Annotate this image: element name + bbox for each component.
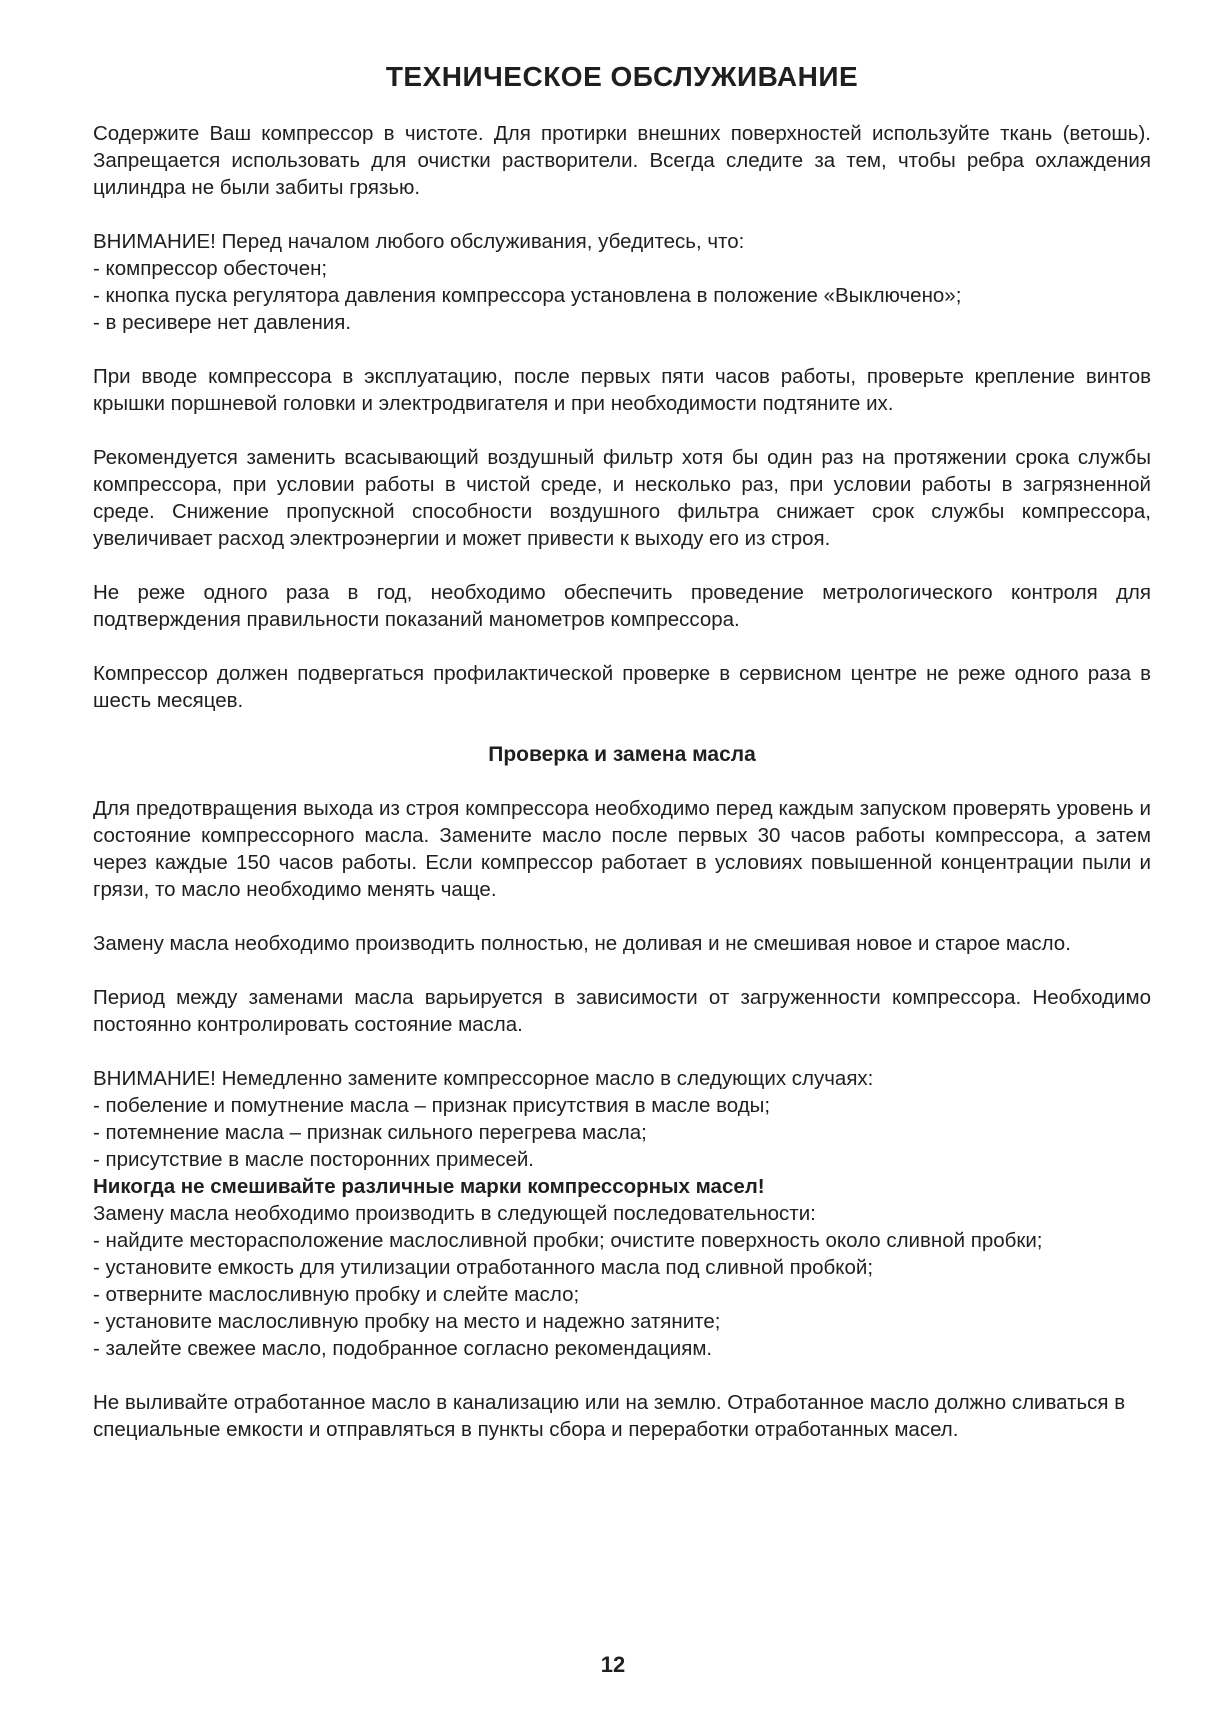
warning-before-service xyxy=(93,228,1151,336)
paragraph-first-hours: При вводе компрессора в эксплуатацию, после первых пяти часов работы, проверьте крепление винтов крышки поршневой головки и электродвигателя и при необходимости подтяните их. xyxy=(93,365,1151,415)
sequence-step: - залейте свежее масло, подобранное согласно рекомендациям. xyxy=(93,1337,713,1360)
paragraph-air-filter: Рекомендуется заменить всасывающий воздушный фильтр хотя бы один раз на протяжении срока службы компрессора, при условии работы в чистой среде, и несколько раз, при условии работы в загрязненной среде. Снижение пропускной способности воздушного фильтра снижает срок службы компрессора, увеличивает расход электроэнергии и может привести к выходу его из строя. xyxy=(93,446,1151,550)
paragraph-service-check: Компрессор должен подвергаться профилактической проверке в сервисном центре не реже одного раза в шесть месяцев. xyxy=(93,662,1151,712)
sequence-step: - установите маслосливную пробку на место и надежно затяните; xyxy=(93,1310,721,1333)
page-title: ТЕХНИЧЕСКОЕ ОБСЛУЖИВАНИЕ xyxy=(385,61,859,92)
warning-item: - в ресивере нет давления. xyxy=(93,311,352,334)
paragraph-oil-disposal: Не выливайте отработанное масло в канализацию или на землю. Отработанное масло должно сливаться в специальные емкости и отправляться в пункты сбора и переработки отработанных масел. xyxy=(93,1391,1126,1441)
sequence-step: - найдите месторасположение маслосливной пробки; очистите поверхность около сливной пробки; xyxy=(93,1229,1043,1252)
warning-item: - побеление и помутнение масла – признак присутствия в масле воды; xyxy=(93,1094,771,1117)
warning-item: - потемнение масла – признак сильного перегрева масла; xyxy=(93,1121,647,1144)
paragraph-cleaning: Содержите Ваш компрессор в чистоте. Для протирки внешних поверхностей используйте ткань (ветошь). Запрещается использовать для очистки растворители. Всегда следите за тем, чтобы ребра охлаждения цилиндра не были забиты грязью. xyxy=(93,122,1151,199)
section-subheading: Проверка и замена масла xyxy=(488,743,756,766)
bold-warning-note: Никогда не смешивайте различные марки компрессорных масел! xyxy=(93,1175,765,1198)
paragraph-oil-full-change: Замену масла необходимо производить полностью, не доливая и не смешивая новое и старое масло. xyxy=(93,932,1071,955)
paragraph-oil-interval: Период между заменами масла варьируется в зависимости от загруженности компрессора. Необходимо постоянно контролировать состояние масла. xyxy=(93,986,1151,1036)
warning-heading: ВНИМАНИЕ! Перед началом любого обслуживания, убедитесь, что: xyxy=(93,230,745,253)
document-page xyxy=(93,58,1151,1470)
warning-oil-change xyxy=(93,1065,1151,1362)
sequence-intro: Замену масла необходимо производить в следующей последовательности: xyxy=(93,1202,816,1225)
paragraph-oil-check: Для предотвращения выхода из строя компрессора необходимо перед каждым запуском проверять уровень и состояние компрессорного масла. Замените масло после первых 30 часов работы компрессора, а затем через каждые 150 часов работы. Если компрессор работает в условиях повышенной концентрации пыли и грязи, то масло необходимо менять чаще. xyxy=(93,797,1151,901)
sequence-step: - установите емкость для утилизации отработанного масла под сливной пробкой; xyxy=(93,1256,874,1279)
warning-item: - присутствие в масле посторонних примесей. xyxy=(93,1148,535,1171)
warning-item: - кнопка пуска регулятора давления компрессора установлена в положение «Выключено»; xyxy=(93,284,962,307)
sequence-step: - отверните маслосливную пробку и слейте масло; xyxy=(93,1283,580,1306)
page-number: 12 xyxy=(600,1652,626,1677)
paragraph-metrology: Не реже одного раза в год, необходимо обеспечить проведение метрологического контроля для подтверждения правильности показаний манометров компрессора. xyxy=(93,581,1151,631)
warning-heading: ВНИМАНИЕ! Немедленно замените компрессорное масло в следующих случаях: xyxy=(93,1067,874,1090)
warning-item: - компрессор обесточен; xyxy=(93,257,328,280)
